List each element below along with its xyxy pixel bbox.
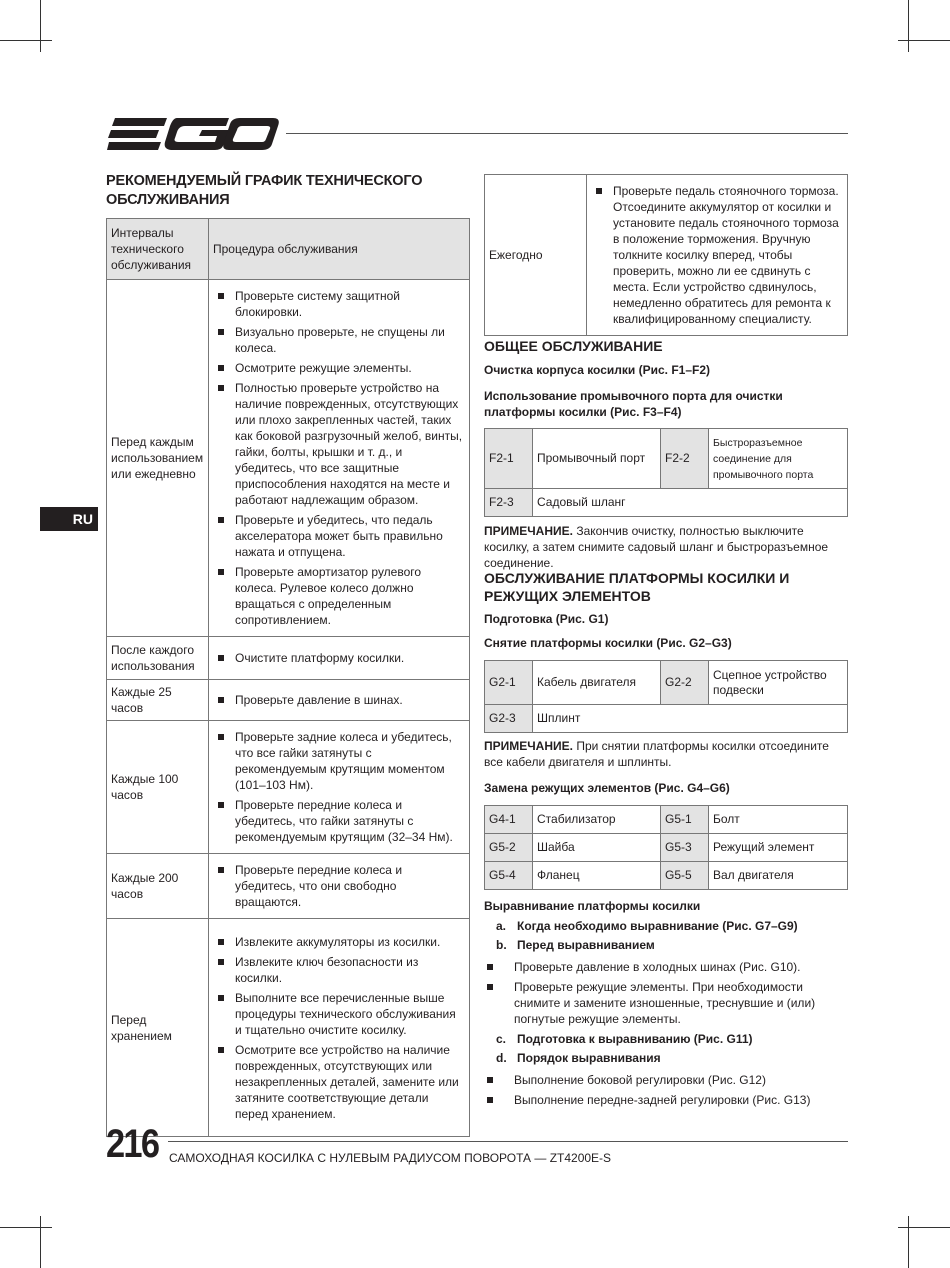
crop-mark: [40, 0, 41, 52]
procedure-cell: [209, 637, 470, 680]
deck-removal-parts-table: [484, 660, 848, 733]
language-tab: RU: [40, 507, 98, 531]
procedure-cell: [209, 280, 470, 637]
table-row: [485, 862, 848, 890]
step-d: [484, 1050, 848, 1066]
procedure-cell: [209, 854, 470, 919]
part-code: G4-1: [485, 806, 533, 834]
part-name: Промывочный порт: [533, 429, 661, 489]
list-item: Проверьте передние колеса и убедитесь, что они свободно вращаются.: [215, 862, 463, 910]
table-row: [107, 280, 470, 637]
section-heading: ОБСЛУЖИВАНИЕ ПЛАТФОРМЫ КОСИЛКИ И РЕЖУЩИХ ЭЛЕМЕНТОВ: [484, 570, 790, 604]
interval-cell: Каждые 200 часов: [107, 854, 209, 919]
list-item: Выполнение боковой регулировки (Рис. G12): [484, 1072, 848, 1088]
deck-maintenance-section: [484, 569, 848, 1112]
interval-cell: После каждого использования: [107, 637, 209, 680]
table-row: [485, 661, 848, 705]
part-code: G5-2: [485, 834, 533, 862]
maintenance-schedule-table: [106, 218, 470, 1137]
part-name: Шплинт: [533, 705, 848, 733]
note-paragraph: [484, 738, 848, 770]
footer-rule: [168, 1141, 848, 1142]
step-d-list: [484, 1072, 848, 1108]
ego-logo: [107, 112, 279, 156]
step-text: Порядок выравнивания: [517, 1051, 661, 1065]
subheading: Использование промывочного порта для очистки платформы косилки (Рис. F3–F4): [484, 389, 783, 419]
list-item: Проверьте режущие элементы. При необходимости снимите и замените изношенные, треснувшие и (или) погнутые режущие элементы.: [484, 979, 848, 1027]
list-item: Очистите платформу косилки.: [215, 650, 463, 666]
list-item: Выполните все перечисленные выше процедуры технического обслуживания и тщательно очистите косилку.: [215, 990, 463, 1038]
crop-mark: [0, 40, 52, 41]
table-row: [485, 489, 848, 517]
subheading: Очистка корпуса косилки (Рис. F1–F2): [484, 363, 711, 377]
list-item: Визуально проверьте, не спущены ли колеса.: [215, 324, 463, 356]
step-key: d.: [496, 1051, 507, 1065]
part-code: G2-2: [661, 661, 709, 705]
table-header-row: [107, 219, 470, 280]
list-item: Проверьте задние колеса и убедитесь, что все гайки затянуты с рекомендуемым крутящим моментом (101–103 Нм).: [215, 729, 463, 793]
list-item: Проверьте педаль стояночного тормоза. Отсоедините аккумулятор от косилки и установите педаль стояночного тормоза в положение торможения. Вручную толкните косилку вперед, чтобы проверить, можно ли ее сдвинуть с места. Если устройство сдвинулось, немедленно обратитесь для ремонта к квалифицированному специалисту.: [593, 183, 841, 327]
flush-port-parts-table: [484, 428, 848, 517]
procedure-cell: [587, 175, 848, 336]
note-label: ПРИМЕЧАНИЕ.: [484, 739, 573, 753]
blade-parts-table: [484, 805, 848, 890]
interval-cell: Каждые 100 часов: [107, 721, 209, 854]
crop-mark: [898, 40, 950, 41]
crop-mark: [908, 1216, 909, 1268]
list-item: Извлеките ключ безопасности из косилки.: [215, 954, 463, 986]
part-code: G5-1: [661, 806, 709, 834]
table-row: [107, 680, 470, 721]
interval-cell: Перед каждым использованием или ежедневно: [107, 280, 209, 637]
subheading: Замена режущих элементов (Рис. G4–G6): [484, 781, 730, 795]
part-code: G5-3: [661, 834, 709, 862]
part-name: Вал двигателя: [709, 862, 848, 890]
note-label: ПРИМЕЧАНИЕ.: [484, 524, 573, 538]
section-heading: ОБЩЕЕ ОБСЛУЖИВАНИЕ: [484, 338, 663, 354]
subheading: Снятие платформы косилки (Рис. G2–G3): [484, 636, 732, 650]
list-item: Проверьте давление в шинах.: [215, 692, 463, 708]
step-text: Когда необходимо выравнивание (Рис. G7–G9): [517, 919, 798, 933]
note-paragraph: [484, 523, 848, 571]
main-heading: РЕКОМЕНДУЕМЫЙ ГРАФИК ТЕХНИЧЕСКОГО ОБСЛУЖИВАНИЯ: [106, 173, 423, 208]
part-name: Фланец: [533, 862, 661, 890]
table-row: [107, 721, 470, 854]
table-row: [107, 854, 470, 919]
page-number: 216: [106, 1122, 159, 1166]
part-code: G5-5: [661, 862, 709, 890]
part-code: G2-1: [485, 661, 533, 705]
part-name: Стабилизатор: [533, 806, 661, 834]
note-text: Закончив очистку, полностью выключите косилку, а затем снимите садовый шланг и быстроразъемное соединение.: [484, 524, 829, 570]
table-row: [485, 806, 848, 834]
procedure-cell: [209, 721, 470, 854]
list-item: Проверьте систему защитной блокировки.: [215, 288, 463, 320]
crop-mark: [0, 1227, 52, 1228]
part-code: F2-3: [485, 489, 533, 517]
step-c: [484, 1031, 848, 1047]
crop-mark: [908, 0, 909, 52]
step-b-list: [484, 959, 848, 1027]
note-text: При снятии платформы косилки отсоедините все кабели двигателя и шплинты.: [484, 739, 829, 769]
step-a: [484, 918, 848, 934]
col-interval-header: Интервалы технического обслуживания: [107, 219, 209, 280]
table-row: [485, 429, 848, 489]
procedure-cell: [209, 919, 470, 1137]
general-maintenance-section: [484, 337, 848, 571]
part-name: Садовый шланг: [533, 489, 848, 517]
part-code: F2-2: [661, 429, 709, 489]
list-item: Проверьте давление в холодных шинах (Рис. G10).: [484, 959, 848, 975]
subheading: Выравнивание платформы косилки: [484, 899, 701, 913]
list-item: Извлеките аккумуляторы из косилки.: [215, 934, 463, 950]
part-code: F2-1: [485, 429, 533, 489]
step-key: c.: [496, 1032, 507, 1046]
annual-maintenance-table: [484, 174, 848, 336]
list-item: Полностью проверьте устройство на наличие поврежденных, отсутствующих или плохо закрепленных частей, таких как боковой разгрузочный желоб, винты, гайки, болты, крышки и т. д., и убедитесь, что все защитные приспособления находятся на месте и работают надлежащим образом.: [215, 380, 463, 508]
table-row: [485, 175, 848, 336]
interval-cell: Каждые 25 часов: [107, 680, 209, 721]
list-item: Проверьте амортизатор рулевого колеса. Рулевое колесо должно вращаться с определенным сопротивлением.: [215, 564, 463, 628]
table-row: [485, 705, 848, 733]
part-name: Быстроразъемное соединение для промывочного порта: [709, 429, 848, 489]
list-item: Проверьте и убедитесь, что педаль акселератора может быть правильно нажата и отпущена.: [215, 512, 463, 560]
crop-mark: [40, 1216, 41, 1268]
header-rule: [286, 133, 848, 134]
subheading: Подготовка (Рис. G1): [484, 612, 609, 626]
part-code: G5-4: [485, 862, 533, 890]
part-name: Шайба: [533, 834, 661, 862]
list-item: Выполнение передне-задней регулировки (Рис. G13): [484, 1092, 848, 1108]
list-item: Осмотрите режущие элементы.: [215, 360, 463, 376]
list-item: Осмотрите все устройство на наличие поврежденных, отсутствующих или незакрепленных деталей, замените или затяните соответствующие детали перед хранением.: [215, 1042, 463, 1122]
part-code: G2-3: [485, 705, 533, 733]
table-row: [107, 637, 470, 680]
step-key: b.: [496, 938, 507, 952]
step-text: Подготовка к выравниванию (Рис. G11): [517, 1032, 753, 1046]
step-b: [484, 937, 848, 953]
part-name: Режущий элемент: [709, 834, 848, 862]
table-row: [107, 919, 470, 1137]
part-name: Болт: [709, 806, 848, 834]
part-name: Сцепное устройство подвески: [709, 661, 848, 705]
list-item: Проверьте передние колеса и убедитесь, что гайки затянуты с рекомендуемым крутящим (32–34 Нм).: [215, 797, 463, 845]
crop-mark: [898, 1227, 950, 1228]
step-key: a.: [496, 919, 507, 933]
procedure-cell: [209, 680, 470, 721]
table-row: [485, 834, 848, 862]
interval-cell: Ежегодно: [485, 175, 587, 336]
col-procedure-header: Процедура обслуживания: [209, 219, 470, 280]
footer-text: САМОХОДНАЯ КОСИЛКА С НУЛЕВЫМ РАДИУСОМ ПОВОРОТА — ZT4200E-S: [169, 1151, 612, 1165]
interval-cell: Перед хранением: [107, 919, 209, 1137]
step-text: Перед выравниванием: [517, 938, 655, 952]
part-name: Кабель двигателя: [533, 661, 661, 705]
